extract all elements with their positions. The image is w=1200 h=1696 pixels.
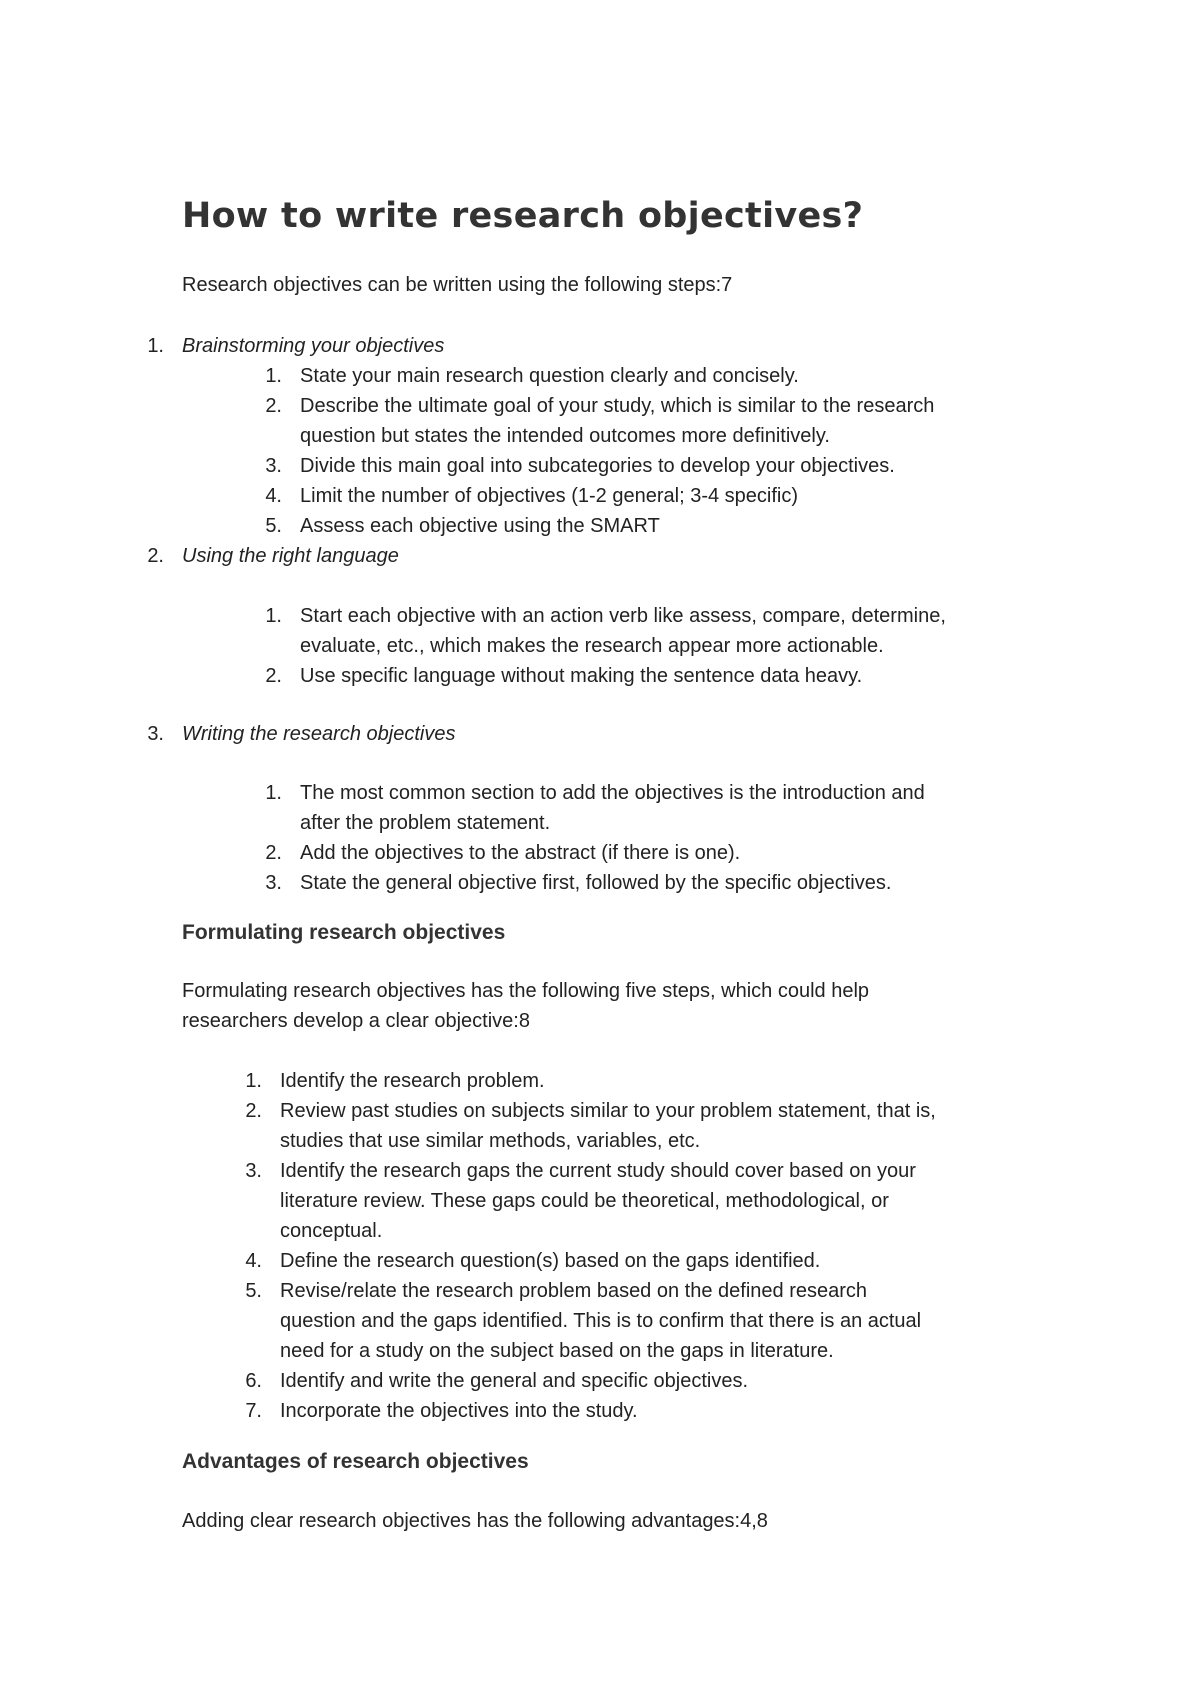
sub-item-number: 4. <box>265 485 282 507</box>
formulating-item-text: Revise/relate the research problem based on the defined research <box>280 1280 868 1302</box>
sub-item-text: Divide this main goal into subcategories to develop your objectives. <box>300 455 895 477</box>
formulating-intro: researchers develop a clear objective:8 <box>182 1010 530 1032</box>
formulating-item-number: 7. <box>245 1400 262 1422</box>
formulating-item-text: Incorporate the objectives into the study. <box>280 1400 638 1422</box>
sub-item-text: Use specific language without making the sentence data heavy. <box>300 665 863 687</box>
sub-item-text: State your main research question clearly and concisely. <box>300 365 799 387</box>
formulating-item-text: question and the gaps identified. This is to confirm that there is an actual <box>280 1310 922 1332</box>
step-number: 2. <box>147 545 164 567</box>
formulating-item-number: 3. <box>245 1160 262 1182</box>
sub-item-text: Add the objectives to the abstract (if there is one). <box>300 842 741 864</box>
formulating-item-number: 4. <box>245 1250 262 1272</box>
sub-item-text: after the problem statement. <box>300 812 551 834</box>
page-title: How to write research objectives? <box>182 196 864 236</box>
step-label: Writing the research objectives <box>182 723 456 745</box>
sub-item-number: 3. <box>265 455 282 477</box>
formulating-item-number: 2. <box>245 1100 262 1122</box>
sub-item-text: Describe the ultimate goal of your study, which is similar to the research <box>300 395 935 417</box>
sub-item-number: 5. <box>265 515 282 537</box>
sub-item-text: Start each objective with an action verb like assess, compare, determine, <box>300 605 946 627</box>
sub-item-number: 1. <box>265 365 282 387</box>
sub-item-number: 2. <box>265 395 282 417</box>
sub-item-text: Assess each objective using the SMART <box>300 515 660 537</box>
formulating-intro: Formulating research objectives has the following five steps, which could help <box>182 980 870 1002</box>
formulating-item-text: Review past studies on subjects similar to your problem statement, that is, <box>280 1100 936 1122</box>
sub-item-text: The most common section to add the objectives is the introduction and <box>300 782 925 804</box>
intro-paragraph: Research objectives can be written using the following steps:7 <box>182 274 733 296</box>
formulating-item-text: Identify the research gaps the current study should cover based on your <box>280 1160 916 1182</box>
step-label: Brainstorming your objectives <box>182 335 445 357</box>
advantages-intro: Adding clear research objectives has the following advantages:4,8 <box>182 1510 768 1532</box>
formulating-item-text: Identify and write the general and specific objectives. <box>280 1370 749 1392</box>
formulating-item-text: Define the research question(s) based on the gaps identified. <box>280 1250 821 1272</box>
step-number: 1. <box>147 335 164 357</box>
formulating-item-number: 1. <box>245 1070 262 1092</box>
step-number: 3. <box>147 723 164 745</box>
sub-item-text: evaluate, etc., which makes the research appear more actionable. <box>300 635 884 657</box>
formulating-item-text: conceptual. <box>280 1220 383 1242</box>
sub-item-number: 1. <box>265 782 282 804</box>
sub-item-number: 3. <box>265 872 282 894</box>
step-label: Using the right language <box>182 545 399 567</box>
formulating-item-number: 6. <box>245 1370 262 1392</box>
sub-item-text: question but states the intended outcomes more definitively. <box>300 425 830 447</box>
sub-item-number: 2. <box>265 665 282 687</box>
formulating-item-text: literature review. These gaps could be theoretical, methodological, or <box>280 1190 889 1212</box>
formulating-item-text: Identify the research problem. <box>280 1070 545 1092</box>
formulating-item-text: studies that use similar methods, variables, etc. <box>280 1130 701 1152</box>
section-heading-formulating: Formulating research objectives <box>182 921 506 944</box>
formulating-item-text: need for a study on the subject based on the gaps in literature. <box>280 1340 834 1362</box>
section-heading-advantages: Advantages of research objectives <box>182 1450 529 1473</box>
sub-item-text: State the general objective first, followed by the specific objectives. <box>300 872 892 894</box>
formulating-item-number: 5. <box>245 1280 262 1302</box>
sub-item-text: Limit the number of objectives (1-2 general; 3-4 specific) <box>300 485 799 507</box>
sub-item-number: 2. <box>265 842 282 864</box>
sub-item-number: 1. <box>265 605 282 627</box>
